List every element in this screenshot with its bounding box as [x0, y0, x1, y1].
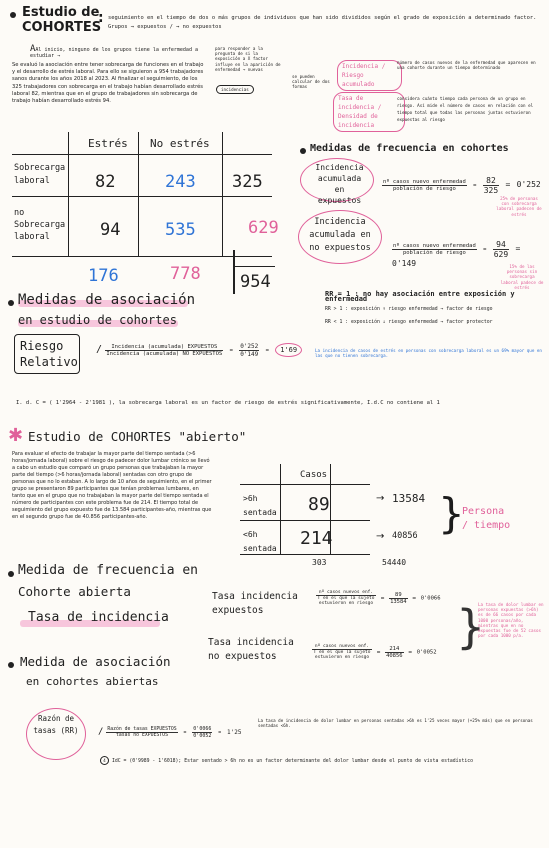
open-cohort-title: Estudio de COHORTES "abierto"	[28, 429, 247, 444]
al-inicio-note: AAl inicio, ninguno de los grupos tiene la enfermedad a estudiar →	[30, 44, 198, 59]
table2-row-gt6: >6h sentada	[243, 494, 277, 517]
freq2-brace: }	[456, 600, 486, 654]
asterisk-icon: ✱	[8, 425, 24, 446]
table1-col-no-estres: No estrés	[150, 137, 210, 150]
assoc2-title-2: en cohortes abiertas	[26, 675, 159, 688]
assoc2-bullet	[8, 662, 14, 668]
table1-b: 243	[165, 172, 196, 192]
freq2-noexp-fraction: $\frac{\text{nº casos nuevos enf.}}{\text{T en el que la sujeto estuvieron en riesgo}}$ = $\frac{214}{40856}$ = 0'0052	[313, 644, 437, 660]
table2-pt2: 40856	[392, 531, 418, 541]
razon-label: Razón de tasas (RR)	[33, 714, 79, 735]
freq1-exp-label: Incidencia acumulada en expuestos	[315, 163, 364, 205]
table2-pt1: 13584	[392, 492, 426, 505]
table1-r2: 629	[248, 218, 279, 238]
title-bullet	[10, 12, 16, 18]
incidencias-box: incidencias	[216, 85, 254, 94]
table2-brace: }	[438, 489, 465, 538]
case2-paragraph: Para evaluar el efecto de trabajar la mayor parte del tiempo sentada (>6 horas/jornada laboral) sobre el riesgo de padecer dolor lumbar crónico se llevó a cabo un estudio que comparó un grupo personas que trabajaban la mayor parte del tiempo (>6 horas/jornada laboral) sentadas con otro grupo de personas que no lo estaban. A lo largo de 10 años de seguimiento, en el primer grupo se presentaron 89 participantes que tenían problemas lumbares, en tanto que en el grupo que no trabajaban la mayor parte del tiempo sentada el número de participantes con este problema fue de 214. El tiempo total de seguimiento del grupo expuesto fue de 13.584 participantes-año, mientras que en el segundo grupo fue de 40.856 participantes-año.	[12, 451, 212, 520]
title-colon: :	[98, 10, 104, 26]
freq1-title: Medidas de frecuencia en cohortes	[310, 143, 509, 154]
table1-row-sobrecarga: Sobrecarga laboral	[14, 163, 66, 186]
table1-c1: 176	[88, 266, 119, 286]
title-line-1: Estudio de	[22, 5, 100, 20]
freq1-exp-note: 25% de personas con sobrecarga laboral padecen de estrés	[496, 196, 542, 217]
freq2-bullet	[8, 571, 14, 577]
freq2-exp-fraction: $\frac{\text{nº casos nuevos enf.}}{\text{T en el que la sujeto estuvieron en riesgo}}$ = $\frac{89}{13584}$ = 0'0066	[317, 590, 441, 606]
freq2-title-1: Medida de frecuencia en	[18, 563, 199, 578]
freq1-exp-fraction: $\frac{\text{nº casos nuevo enfermedad}}{\text{población de riesgo}}$ = $\frac{82}{325}$ = 0'252	[383, 176, 541, 195]
freq1-noexp-label: Incidencia acumulada en no expuestos	[309, 217, 371, 253]
table1-row-no-sobrecarga: no Sobrecarga laboral	[14, 208, 66, 242]
table1-total: 954	[240, 272, 271, 292]
cohort-definition: seguimiento en el tiempo de dos o más grupos de individuos que han sido divididos según el grado de exposición a determinado factor. Grupos → expuestos / → no expuestos	[108, 15, 537, 30]
table1-total-divider	[233, 250, 235, 294]
freq2-title-2: Cohorte abierta	[18, 584, 131, 599]
freq1-noexp-note: 15% de las personas sin sobrecarga laboral padece de estrés	[500, 264, 544, 290]
assoc1-title-2: en estudio de cohortes	[18, 313, 177, 327]
ia-definition: número de casos nuevos de la enfermedad que aparecen en una cohorte durante un tiempo determinado	[397, 60, 536, 71]
table2-col-casos: Casos	[300, 470, 328, 480]
table2-total-cases: 303	[312, 558, 327, 567]
table1-c2: 778	[170, 264, 201, 284]
case1-paragraph: Se evaluó la asociación entre tener sobrecarga de funciones en el trabajo y el desarrollo de estrés laboral. Para ello se siguieron a 954 trabajadores sanos durante los años 2018 al 2023. Al finalizar el seguimiento, de los 325 trabajadores con sobrecarga en el trabajo habían desarrollado estrés laboral 82, mientras que en el grupo de trabajadores sin sobrecarga de trabajo habían desarrollado estrés 94.	[12, 62, 204, 105]
riesgo-relativo-box: Riesgo Relativo	[14, 334, 80, 374]
table2-v1: 89	[308, 494, 330, 515]
assoc1-title-1: Medidas de asociación	[18, 292, 196, 308]
rr-eq-1: RR = 1 : no hay asociación entre exposición y enfermedad	[325, 290, 515, 304]
arrow-1: →	[376, 493, 385, 504]
ia-title: Incidencia / Riesgo acumulado	[337, 60, 402, 91]
rr-ic: I. d. C = ( 1'2964 - 2'1981 ), la sobrecarga laboral es un factor de riesgo de estrés significativamente, I.d.C no contiene al 1	[16, 400, 440, 406]
razon-interpretation: La tasa de incidencia de dolor lumbar en personas sentadas >6h es 1'25 veces mayor (+25% más) que en personas sentadas <6h.	[258, 718, 533, 729]
rr-fraction: / $\frac{\text{Incidencia (acumulada) EXPUESTOS}}{\text{Incidencia (acumulada) NO EXPUESTOS}}$ = $\frac{0'252}{0'149}$ = 1'69	[96, 343, 302, 358]
table2-side-label: Persona / tiempo	[462, 506, 511, 531]
cohort-title	[22, 5, 101, 35]
table2-row-lt6: <6h sentada	[243, 530, 277, 553]
rr-lt-1: RR < 1 : exposición ↓ riesgo enfermedad → factor protector	[325, 320, 493, 325]
rr-gt-1: RR > 1 : exposición ↑ riesgo enfermedad → factor de riesgo	[325, 307, 493, 312]
title-line-2: COHORTES	[22, 20, 102, 35]
ti-title: Tasa de incidencia / Densidad de incidencia	[333, 92, 405, 132]
freq2-noexp-label: Tasa incidencia no expuestos	[208, 637, 294, 662]
table1-c: 94	[100, 220, 121, 240]
se-pueden-note: se pueden calcular de dos formas	[292, 74, 330, 90]
table1-total-underline	[233, 266, 275, 267]
freq1-noexp-fraction: $\frac{\text{nº casos nuevo enfermedad}}{\text{población de riesgo}}$ = $\frac{94}{629}$ = 0'149	[392, 240, 521, 268]
freq2-exp-label: Tasa incidencia expuestos	[212, 591, 298, 616]
freq2-tasa: Tasa de incidencia	[28, 610, 169, 625]
table1-d: 535	[165, 220, 196, 240]
assoc2-title-1: Medida de asociación	[20, 654, 171, 669]
arrow-2: →	[376, 531, 385, 542]
freq2-note: La tasa de dolor lumbar en personas expuestas (>6h) es de 66 casos por cada 1000 personas/año, mientras que en no expuestas fue de 52 casos por cada 1000 p/a.	[478, 602, 544, 639]
table1-a: 82	[95, 172, 116, 192]
table2-total-pt: 54440	[382, 558, 407, 567]
freq1-bullet	[300, 148, 306, 154]
razon-fraction: / $\frac{\text{Razón de tasas EXPUESTOS}}{\text{tasas no EXPUESTOS}}$ = $\frac{0'0066}{0'0052}$ = 1'25	[98, 726, 242, 739]
table2-v2: 214	[300, 528, 333, 549]
table1-r1: 325	[232, 172, 263, 192]
table1-col-estres: Estrés	[88, 137, 128, 150]
razon-ic: 4 IdC = (0'9989 - 1'6018); Estar sentado > 6h no es un factor determinante del dolor lumbar desde el punto de vista estadístico	[100, 756, 540, 765]
assoc1-bullet	[8, 300, 14, 306]
responder-note: para responder a la pregunta de si la exposición a X factor influye en la aparición de enfermedad → nuevas	[215, 46, 281, 72]
ti-definition: considera cuánto tiempo cada persona de un grupo en riesgo. Así mide el número de casos en relación con el tiempo total que todas las personas juntas estuvieron expuestas al riesgo	[397, 96, 534, 122]
rr-interpretation: La incidencia de casos de estrés en personas con sobrecarga laboral es un 69% mayor que en las que no tienen sobrecarga.	[315, 348, 542, 359]
